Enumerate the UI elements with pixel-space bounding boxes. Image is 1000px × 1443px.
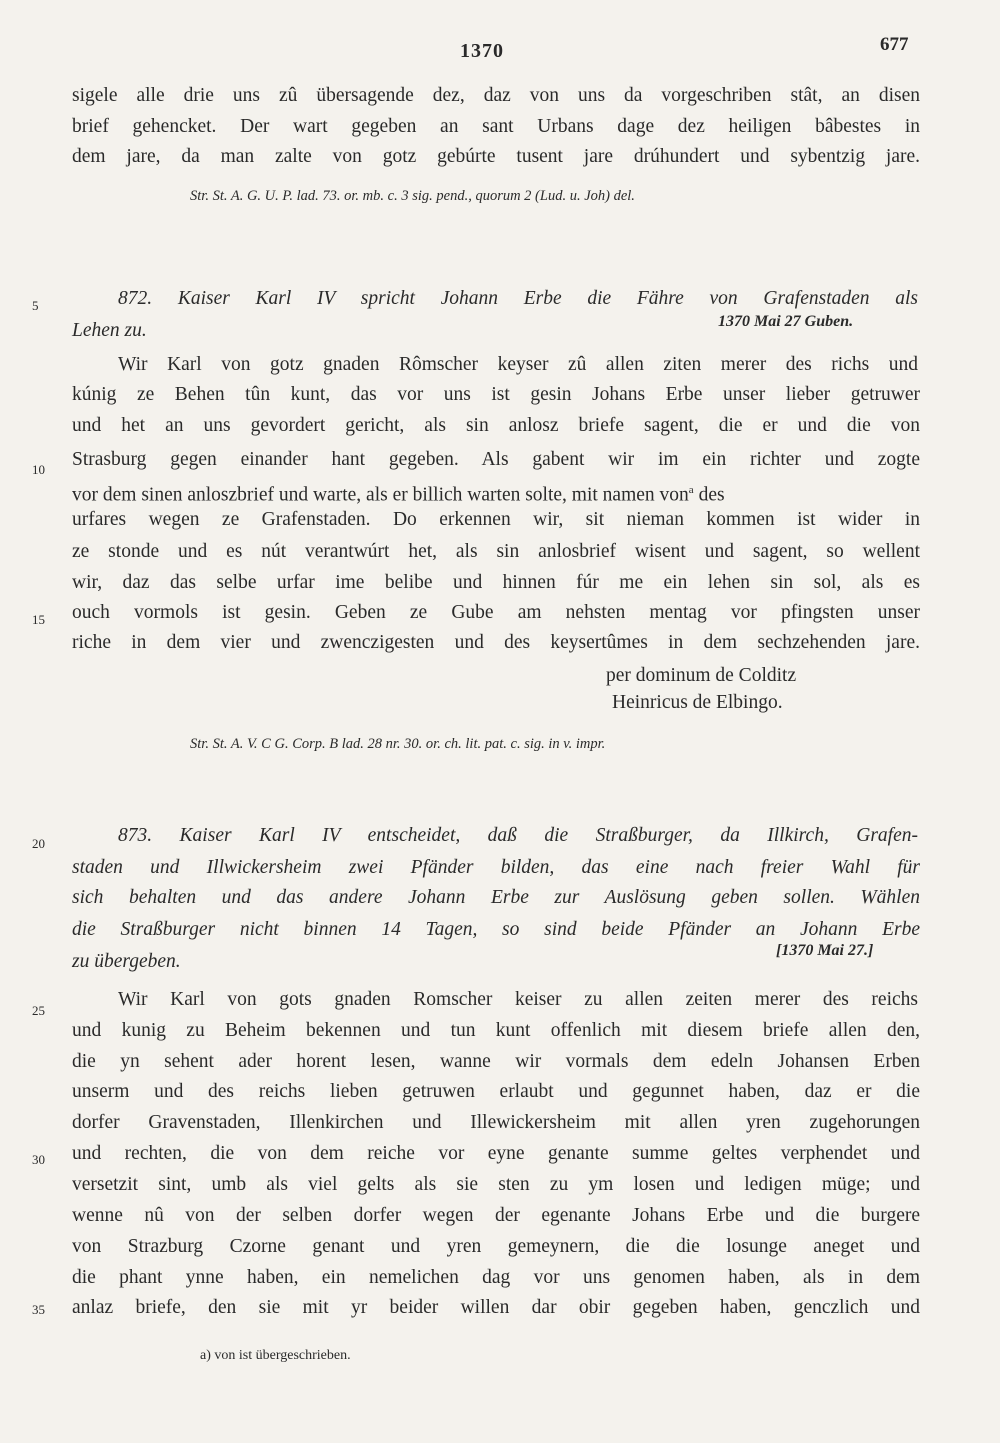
text-line: und het an uns gevordert gericht, als sin anlosz briefe sagent, die er und die von (72, 415, 920, 436)
text-line: urfares wegen ze Grafenstaden. Do erkennen wir, sit nieman kommen ist wider in (72, 509, 920, 530)
line-number: 15 (32, 612, 45, 627)
text-line: die phant ynne haben, ein nemelichen dag vor uns genomen haben, als in dem (72, 1267, 920, 1288)
text-line: anlaz briefe, den sie mit yr beider willen dar obir gegeben haben, genczlich und (72, 1297, 920, 1318)
document-heading: die Straßburger nicht binnen 14 Tagen, so sind beide Pfänder an Johann Erbe (72, 919, 920, 940)
text-line: vor dem sinen anloszbrief und warte, als er billich warten solte, mit namen von$^a$ des (72, 484, 725, 506)
text-line: und kunig zu Beheim bekennen und tun kunt offenlich mit diesem briefe allen den, (72, 1020, 920, 1041)
line-number: 5 (32, 298, 39, 313)
source-note: Str. St. A. V. C G. Corp. B lad. 28 nr. 30. or. ch. lit. pat. c. sig. in v. impr. (190, 736, 606, 752)
signature-line: per dominum de Colditz (606, 665, 797, 686)
document-heading-continuation: Lehen zu. (72, 320, 147, 341)
text-line: unserm und des reichs lieben getruwen erlaubt und gegunnet haben, daz er die (72, 1081, 920, 1102)
document-heading-continuation: zu übergeben. (72, 951, 181, 972)
text-line: die yn sehent ader horent lesen, wanne wir vormals dem edeln Johansen Erben (72, 1051, 920, 1072)
footnote: a) von ist übergeschrieben. (200, 1348, 351, 1363)
text-line: Strasburg gegen einander hant gegeben. Als gabent wir im ein richter und zogte (72, 449, 920, 470)
text-line: ze stonde und es nút verantwúrt het, als sin anlosbrief wisent und sagent, so wellent (72, 541, 920, 562)
text-line: ouch vormols ist gesin. Geben ze Gube am nehsten mentag vor pfingsten unser (72, 602, 920, 623)
document-date: [1370 Mai 27.] (776, 942, 874, 959)
text-line: brief gehencket. Der wart gegeben an sant Urbans dage dez heiligen bâbestes in (72, 116, 920, 137)
line-number: 30 (32, 1152, 45, 1167)
text-line: Wir Karl von gotz gnaden Rômscher keyser zû allen ziten merer des richs und (118, 354, 918, 375)
signature-line: Heinricus de Elbingo. (612, 692, 783, 713)
line-number: 25 (32, 1003, 45, 1018)
line-number: 20 (32, 836, 45, 851)
text-line: versetzit sint, umb als viel gelts als sie sten zu ym losen und ledigen müge; und (72, 1174, 920, 1195)
source-note: Str. St. A. G. U. P. lad. 73. or. mb. c. 3 sig. pend., quorum 2 (Lud. u. Joh) del. (190, 188, 635, 204)
document-heading: sich behalten und das andere Johann Erbe zur Auslösung geben sollen. Wählen (72, 887, 920, 908)
text-line: Wir Karl von gots gnaden Romscher keiser zu allen zeiten merer des reichs (118, 989, 918, 1010)
text-line: sigele alle drie uns zû übersagende dez, daz von uns da vorgeschriben stât, an disen (72, 85, 920, 106)
document-heading: 872. Kaiser Karl IV spricht Johann Erbe die Fähre von Grafenstaden als (118, 288, 918, 309)
page-number: 677 (880, 34, 909, 55)
line-number: 35 (32, 1302, 45, 1317)
text-line: und rechten, die von dem reiche vor eyne genante summe geltes verphendet und (72, 1143, 920, 1164)
line-number: 10 (32, 462, 45, 477)
text-line: wenne nû von der selben dorfer wegen der egenante Johans Erbe und die burgere (72, 1205, 920, 1226)
document-date: 1370 Mai 27 Guben. (718, 313, 854, 330)
text-line: wir, daz das selbe urfar ime belibe und hinnen fúr me ein lehen sin sol, als es (72, 572, 920, 593)
text-line: riche in dem vier und zwenczigesten und des keysertûmes in dem sechzehenden jare. (72, 632, 920, 653)
page-header-year: 1370 (460, 40, 504, 62)
text-line: dem jare, da man zalte von gotz gebúrte tusent jare drúhundert und sybentzig jare. (72, 146, 920, 167)
text-line: von Strazburg Czorne genant und yren gemeynern, die die losunge aneget und (72, 1236, 920, 1257)
text-line: kúnig ze Behen tûn kunt, das vor uns ist gesin Johans Erbe unser lieber getruwer (72, 384, 920, 405)
document-heading: 873. Kaiser Karl IV entscheidet, daß die Straßburger, da Illkirch, Grafen- (118, 825, 918, 846)
document-heading: staden und Illwickersheim zwei Pfänder bilden, das eine nach freier Wahl für (72, 857, 920, 878)
text-line: dorfer Gravenstaden, Illenkirchen und Illewickersheim mit allen yren zugehorungen (72, 1112, 920, 1133)
